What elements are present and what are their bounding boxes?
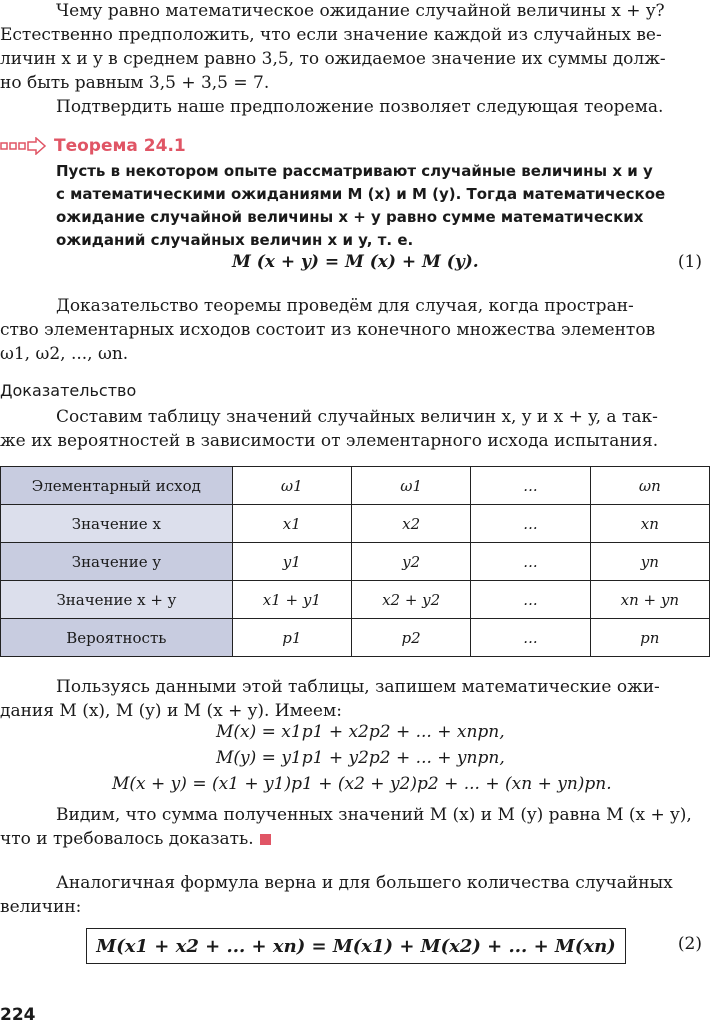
table-row bbox=[1, 581, 710, 619]
row-label: Значение x + y bbox=[1, 581, 233, 619]
table-cell: ω1 bbox=[351, 467, 470, 505]
theorem-line-2: с математическими ожиданиями M (x) и M (y). Тогда математическое bbox=[56, 185, 666, 203]
table-cell: y2 bbox=[351, 543, 470, 581]
generalization-line-1: Аналогичная формула верна и для большего количества случайных bbox=[56, 873, 673, 893]
table-cell: x2 + y2 bbox=[351, 581, 470, 619]
theorem-title: Теорема 24.1 bbox=[54, 136, 186, 156]
after-table-line-1: Пользуясь данными этой таблицы, запишем математические ожи- bbox=[56, 677, 660, 697]
row-label: Вероятность bbox=[1, 619, 233, 657]
theorem-line-4: ожиданий случайных величин x и y, т. е. bbox=[56, 231, 414, 249]
table-cell: pn bbox=[590, 619, 709, 657]
table-cell: ... bbox=[471, 581, 590, 619]
equation-number-2: (2) bbox=[677, 934, 702, 954]
formula-mxy: M(x + y) = (x1 + y1)p1 + (x2 + y2)p2 + ... + (xn + yn)pn. bbox=[112, 774, 612, 794]
row-label: Значение y bbox=[1, 543, 233, 581]
table-cell: xn bbox=[590, 505, 709, 543]
page-number: 224 bbox=[0, 1005, 36, 1025]
proof-intro-line-2: ство элементарных исходов состоит из конечного множества элементов bbox=[0, 320, 656, 340]
table-row bbox=[1, 619, 710, 657]
arrow-marker-icon bbox=[0, 137, 46, 155]
table-row bbox=[1, 505, 710, 543]
intro-line-5: Подтвердить наше предположение позволяет следующая теорема. bbox=[56, 97, 664, 117]
formula-my: M(y) = y1p1 + y2p2 + ... + ynpn, bbox=[216, 748, 505, 768]
table-cell: x1 + y1 bbox=[232, 581, 351, 619]
table-cell: ... bbox=[471, 505, 590, 543]
theorem-heading bbox=[0, 135, 186, 157]
conclusion-line-2: что и требовалось доказать. bbox=[0, 829, 254, 849]
table-cell: xn + yn bbox=[590, 581, 709, 619]
table-cell: yn bbox=[590, 543, 709, 581]
row-label: Элементарный исход bbox=[1, 467, 233, 505]
theorem-formula: M (x + y) = M (x) + M (y). bbox=[232, 252, 479, 272]
general-formula: M(x1 + x2 + ... + xn) = M(x1) + M(x2) + ... + M(xn) bbox=[96, 935, 616, 957]
table-row bbox=[1, 543, 710, 581]
theorem-line-1: Пусть в некотором опыте рассматривают случайные величины x и y bbox=[56, 162, 653, 180]
general-formula-box bbox=[86, 928, 626, 964]
proof-heading: Доказательство bbox=[0, 381, 137, 400]
table-cell: ω1 bbox=[232, 467, 351, 505]
intro-line-2: Естественно предположить, что если значение каждой из случайных ве- bbox=[0, 25, 662, 45]
table-cell: ... bbox=[471, 619, 590, 657]
table-intro-line-1: Составим таблицу значений случайных величин x, y и x + y, а так- bbox=[56, 407, 658, 427]
intro-line-1: Чему равно математическое ожидание случайной величины x + y? bbox=[56, 1, 665, 21]
table-cell: x1 bbox=[232, 505, 351, 543]
table-cell: p1 bbox=[232, 619, 351, 657]
table-cell: x2 bbox=[351, 505, 470, 543]
table-cell: ωn bbox=[590, 467, 709, 505]
proof-intro-line-3: ω1, ω2, ..., ωn. bbox=[0, 344, 129, 364]
table-cell: ... bbox=[471, 543, 590, 581]
theorem-line-3: ожидание случайной величины x + y равно сумме математических bbox=[56, 208, 644, 226]
row-label: Значение x bbox=[1, 505, 233, 543]
conclusion-line-1: Видим, что сумма полученных значений M (x) и M (y) равна M (x + y), bbox=[56, 805, 692, 825]
after-table-line-2: дания M (x), M (y) и M (x + y). Имеем: bbox=[0, 701, 342, 721]
proof-intro-line-1: Доказательство теоремы проведём для случая, когда простран- bbox=[56, 296, 634, 316]
qed-square-icon bbox=[260, 834, 271, 845]
values-table bbox=[0, 466, 710, 657]
intro-line-4: но быть равным 3,5 + 3,5 = 7. bbox=[0, 73, 270, 93]
conclusion-line-2-wrap bbox=[0, 828, 712, 850]
table-cell: ... bbox=[471, 467, 590, 505]
table-row bbox=[1, 467, 710, 505]
equation-number-1: (1) bbox=[677, 252, 702, 272]
table-cell: y1 bbox=[232, 543, 351, 581]
table-intro-line-2: же их вероятностей в зависимости от элементарного исхода испытания. bbox=[0, 431, 659, 451]
table-cell: p2 bbox=[351, 619, 470, 657]
formula-mx: M(x) = x1p1 + x2p2 + ... + xnpn, bbox=[216, 722, 505, 742]
generalization-line-2: величин: bbox=[0, 897, 82, 917]
intro-line-3: личин x и y в среднем равно 3,5, то ожидаемое значение их суммы долж- bbox=[0, 49, 666, 69]
